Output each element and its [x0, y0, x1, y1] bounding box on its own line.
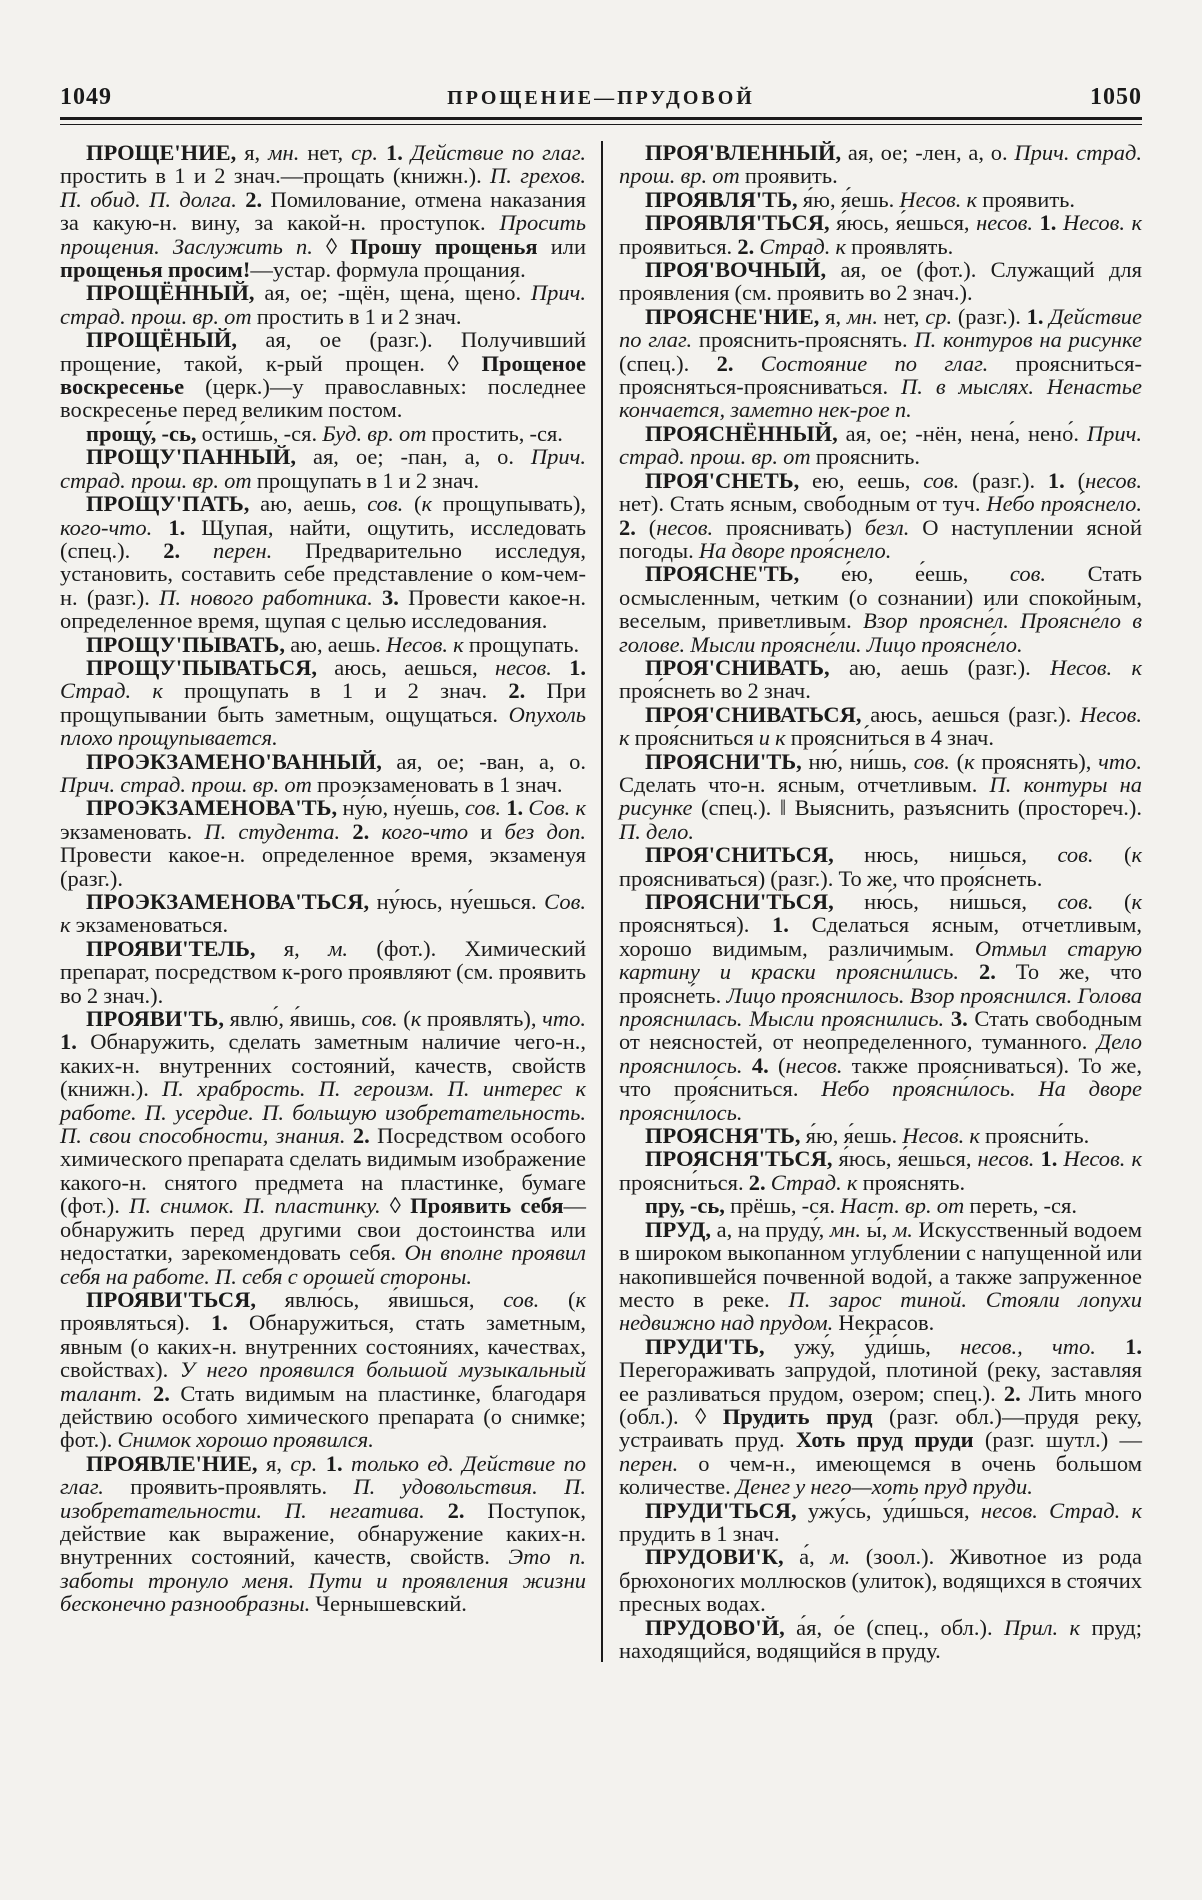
dictionary-entry: ПРОЯСНЕ'НИЕ, я, мн. нет, ср. (разг.). 1. Действие по глаг. прояснить-прояснять. П. контуров на рисунке (спец.). 2. Состояние по глаг. проясниться-проясняться-проясниваться. П. в мыслях. Ненастье кончается, заметно нек-рое п.: [619, 303, 1143, 423]
page-header: [60, 0, 1142, 111]
dictionary-entry: ПРОЩУ'ПАННЫЙ, ая, ое; -пан, а, о. Прич. страд. прош. вр. от прощупать в 1 и 2 знач.: [60, 444, 586, 493]
dictionary-entry: ПРОЭКЗАМЕНОВА'ТЬСЯ, ну́юсь, ну́ешься. Сов. к экзаменоваться.: [60, 889, 586, 938]
dictionary-entry: ПРОЯ'СНИТЬСЯ, нюсь, нишься, сов. (к проясниваться) (разг.). То же, что проя́снеть.: [619, 842, 1142, 891]
dictionary-entry: ПРОЩЁНЫЙ, ая, ое (разг.). Получивший прощение, такой, к-рый прощен. ◊ Прощеное воскресенье (церк.)—у православных: последнее воскресенье перед великим постом.: [60, 327, 586, 423]
dictionary-entry: ПРОЯ'СНЕТЬ, ею, еешь, сов. (разг.). 1. (несов. нет). Стать ясным, свободным от туч. Небо проя́снело. 2. (несов. прояснивать) безл. О наступлении ясной погоды. На дворе проя́снело.: [619, 467, 1143, 563]
dictionary-entry: ПРОЩУ'ПЫВАТЬ, аю, аешь. Несов. к прощупать.: [86, 631, 580, 657]
page-number-right: 1050: [1090, 84, 1142, 110]
dictionary-entry: ПРОЯ'СНИВАТЬСЯ, аюсь, аешься (разг.). Несов. к проя́сниться и к проясни́ться в 4 знач.: [619, 701, 1142, 751]
dictionary-entry: ПРОЭКЗАМЕНОВА'ТЬ, ну́ю, ну́ешь, сов. 1. Сов. к экзаменовать. П. студента. 2. кого-что и без доп. Провести какое-н. определенное время, экзаменуя (разг.).: [60, 795, 587, 891]
dictionary-entry: ПРОЯСНИ'ТЬ, ню́, ни́шь, сов. (к прояснять), что. Сделать что-н. ясным, отчетливым. П. контуры на рисунке (спец.). ‖ Выяснить, разъяснить (простореч.). П. дело.: [619, 748, 1143, 844]
dictionary-entry: ПРОЯСНЯ'ТЬСЯ, я́юсь, я́ешься, несов. 1. Несов. к проясни́ться. 2. Страд. к прояснять.: [619, 1146, 1142, 1195]
dictionary-entry: прощу́, -сь, ости́шь, -ся. Буд. вр. от простить, -ся.: [86, 420, 563, 446]
page-number-left: 1049: [60, 84, 112, 110]
column-left: [60, 141, 601, 1662]
dictionary-entry: ПРОЩЕ'НИЕ, я, мн. нет, ср. 1. Действие по глаг. простить в 1 и 2 знач.—прощать (книжн.). П. грехов. П. обид. П. долга. 2. Помилование, отмена наказания за какую-н. вину, за какой-н. проступок. Просить прощения. Заслужить п. ◊ Прошу прощенья или прощенья просим!—устар. формула прощания.: [60, 140, 586, 283]
column-right: [601, 141, 1142, 1662]
dictionary-entry: ПРОЯ'СНИВАТЬ, аю, аешь (разг.). Несов. к проя́снеть во 2 знач.: [619, 654, 1142, 704]
dictionary-entry: ПРУДИ'ТЬ, ужу́, у́ди́шь, несов., что. 1. Перегораживать запрудой, плотиной (реку, заставляя ее разливаться прудом, озером; спец.). 2. Лить много (обл.). ◊ Прудить пруд (разг. обл.)—прудя реку, устраивать пруд. Хоть пруд пруди (разг. шутл.) — перен. о чем-н., имеющемся в очень большом количестве. Денег у него—хоть пруд пруди.: [619, 1333, 1143, 1500]
dictionary-entry: ПРОЯСНЁННЫЙ, ая, ое; -нён, нена́, нено́. Прич. страд. прош. вр. от прояснить.: [619, 420, 1142, 470]
dictionary-entry: ПРОЯВЛЯ'ТЬСЯ, я́юсь, я́ешься, несов. 1. Несов. к проявиться. 2. Страд. к проявлять.: [619, 210, 1143, 259]
dictionary-entry: ПРОЩУ'ПЫВАТЬСЯ, аюсь, аешься, несов. 1. Страд. к прощупать в 1 и 2 знач. 2. При прощупывании быть заметным, ощущаться. Опухоль плохо прощупывается.: [60, 654, 586, 751]
dictionary-entry: ПРУДИ'ТЬСЯ, ужу́сь, у́ди́шься, несов. Страд. к прудить в 1 знач.: [619, 1497, 1142, 1546]
dictionary-entry: ПРОЯСНИ'ТЬСЯ, ню́сь, ни́шься, сов. (к проясняться). 1. Сделаться ясным, отчетливым, хорошо видимым, различимым. Отмыл старую картину и краски проясни́лись. 2. То же, что проясне́ть. Лицо прояснилось. Взор прояснился. Голова прояснилась. Мысли прояснились. 3. Стать свободным от неясностей, от неопределенного, туманного. Дело прояснилось. 4. (несов. также проясниваться). То же, что проя́сниться. Небо проясни́лось. На дворе проясни́лось.: [619, 889, 1143, 1125]
dictionary-entry: ПРОЯВЛЯ'ТЬ, я́ю, я́ешь. Несов. к проявить.: [645, 186, 1076, 212]
dictionary-entry: ПРУДОВИ'К, а́, м. (зоол.). Животное из рода брюхоногих моллюсков (улиток), водящихся в стоячих пресных водах.: [619, 1544, 1142, 1617]
dictionary-entry: ПРОЯСНЕ'ТЬ, е́ю, е́ешь, сов. Стать осмысленным, четким (о сознании) или спокойным, веселым, приветливым. Взор проясне́л. Проясне́ло в голове. Мысли проясне́ли. Лицо проясне́ло.: [619, 561, 1142, 657]
dictionary-entry: ПРОЯ'ВЛЕННЫЙ, ая, ое; -лен, а, о. Прич. страд. прош. вр. от проявить.: [619, 140, 1142, 189]
header-rule: [60, 117, 1142, 125]
dictionary-entry: ПРОЯ'ВОЧНЫЙ, ая, ое (фот.). Служащий для проявления (см. проявить во 2 знач.).: [619, 257, 1142, 306]
dictionary-entry: ПРОЯСНЯ'ТЬ, я́ю, я́ешь. Несов. к проясни́ть.: [645, 1123, 1090, 1149]
dictionary-entry: ПРОЯВИ'ТЬ, явлю́, я́вишь, сов. (к проявлять), что. 1. Обнаружить, сделать заметным наличие чего-н., каких-н. внутренних состояний, качеств, свойств (книжн.). П. храбрость. П. героизм. П. интерес к работе. П. усердие. П. большую изобретательность. П. свои способности, знания. 2. Посредством особого химического препарата сделать видимым изображение какого-н. снятого предмета на пластинке, бумаге (фот.). П. снимок. П. пластинку. ◊ Проявить себя—обнаружить перед другими свои достоинства или недостатки, зарекомендовать себя. Он вполне проявил себя на работе. П. себя с орошей стороны.: [60, 1006, 586, 1289]
dictionary-entry: ПРОЩЁННЫЙ, ая, ое; -щён, щена́, щено́. Прич. страд. прош. вр. от простить в 1 и 2 знач.: [60, 280, 587, 329]
dictionary-entry: ПРОЯВИ'ТЕЛЬ, я, м. (фот.). Химический препарат, посредством к-рого проявляют (см. проявить во 2 знач.).: [60, 935, 586, 1008]
running-head-title: ПРОЩЕНИЕ—ПРУДОВОЙ: [447, 87, 755, 109]
dictionary-entry: ПРОЭКЗАМЕНО'ВАННЫЙ, ая, ое; -ван, а, о. Прич. страд. прош. вр. от проэкзаменовать в 1 знач.: [60, 748, 587, 797]
dictionary-entry: ПРОЯВИ'ТЬСЯ, явлю́сь, я́вишься, сов. (к проявляться). 1. Обнаружиться, стать заметным, явным (о каких-н. внутренних состояниях, качествах, свойствах). У него проявился большой музыкальный талант. 2. Стать видимым на пластинке, благодаря действию особого химического препарата (о снимке; фот.). Снимок хорошо проявился.: [60, 1286, 587, 1453]
dictionary-entry: пру, -сь, прёшь, -ся. Наст. вр. от переть, -ся.: [645, 1193, 1077, 1219]
dictionary-entry: ПРУДОВО'Й, а́я, о́е (спец., обл.). Прил. к пруд; находящийся, водящийся в пруду.: [619, 1614, 1142, 1663]
dictionary-entry: ПРУД, а, на пруду́, мн. ы́, м. Искусственный водоем в широком выкопанном углублении с напущенной или накопившейся почвенной водой, а также запруженное место в реке. П. зарос тиной. Стояли лопухи недвижно над прудом. Некрасов.: [619, 1216, 1142, 1336]
dictionary-entry: ПРОЩУ'ПАТЬ, аю, аешь, сов. (к прощупывать), кого-что. 1. Щупая, найти, ощутить, исследовать (спец.). 2. перен. Предварительно исследуя, установить, составить себе представление о ком-чем-н. (разг.). П. нового работника. 3. Провести какое-н. определенное время, щупая с целью исследования.: [60, 491, 587, 634]
dictionary-columns: [60, 141, 1142, 1662]
dictionary-entry: ПРОЯВЛЕ'НИЕ, я, ср. 1. только ед. Действие по глаг. проявить-проявлять. П. удовольствия. П. изобретательности. П. негатива. 2. Поступок, действие как выражение, обнаружение каких-н. внутренних состояний, качеств, свойств. Это п. заботы тронуло меня. Пути и проявления жизни бесконечно разнообразны. Чернышевский.: [60, 1450, 587, 1617]
